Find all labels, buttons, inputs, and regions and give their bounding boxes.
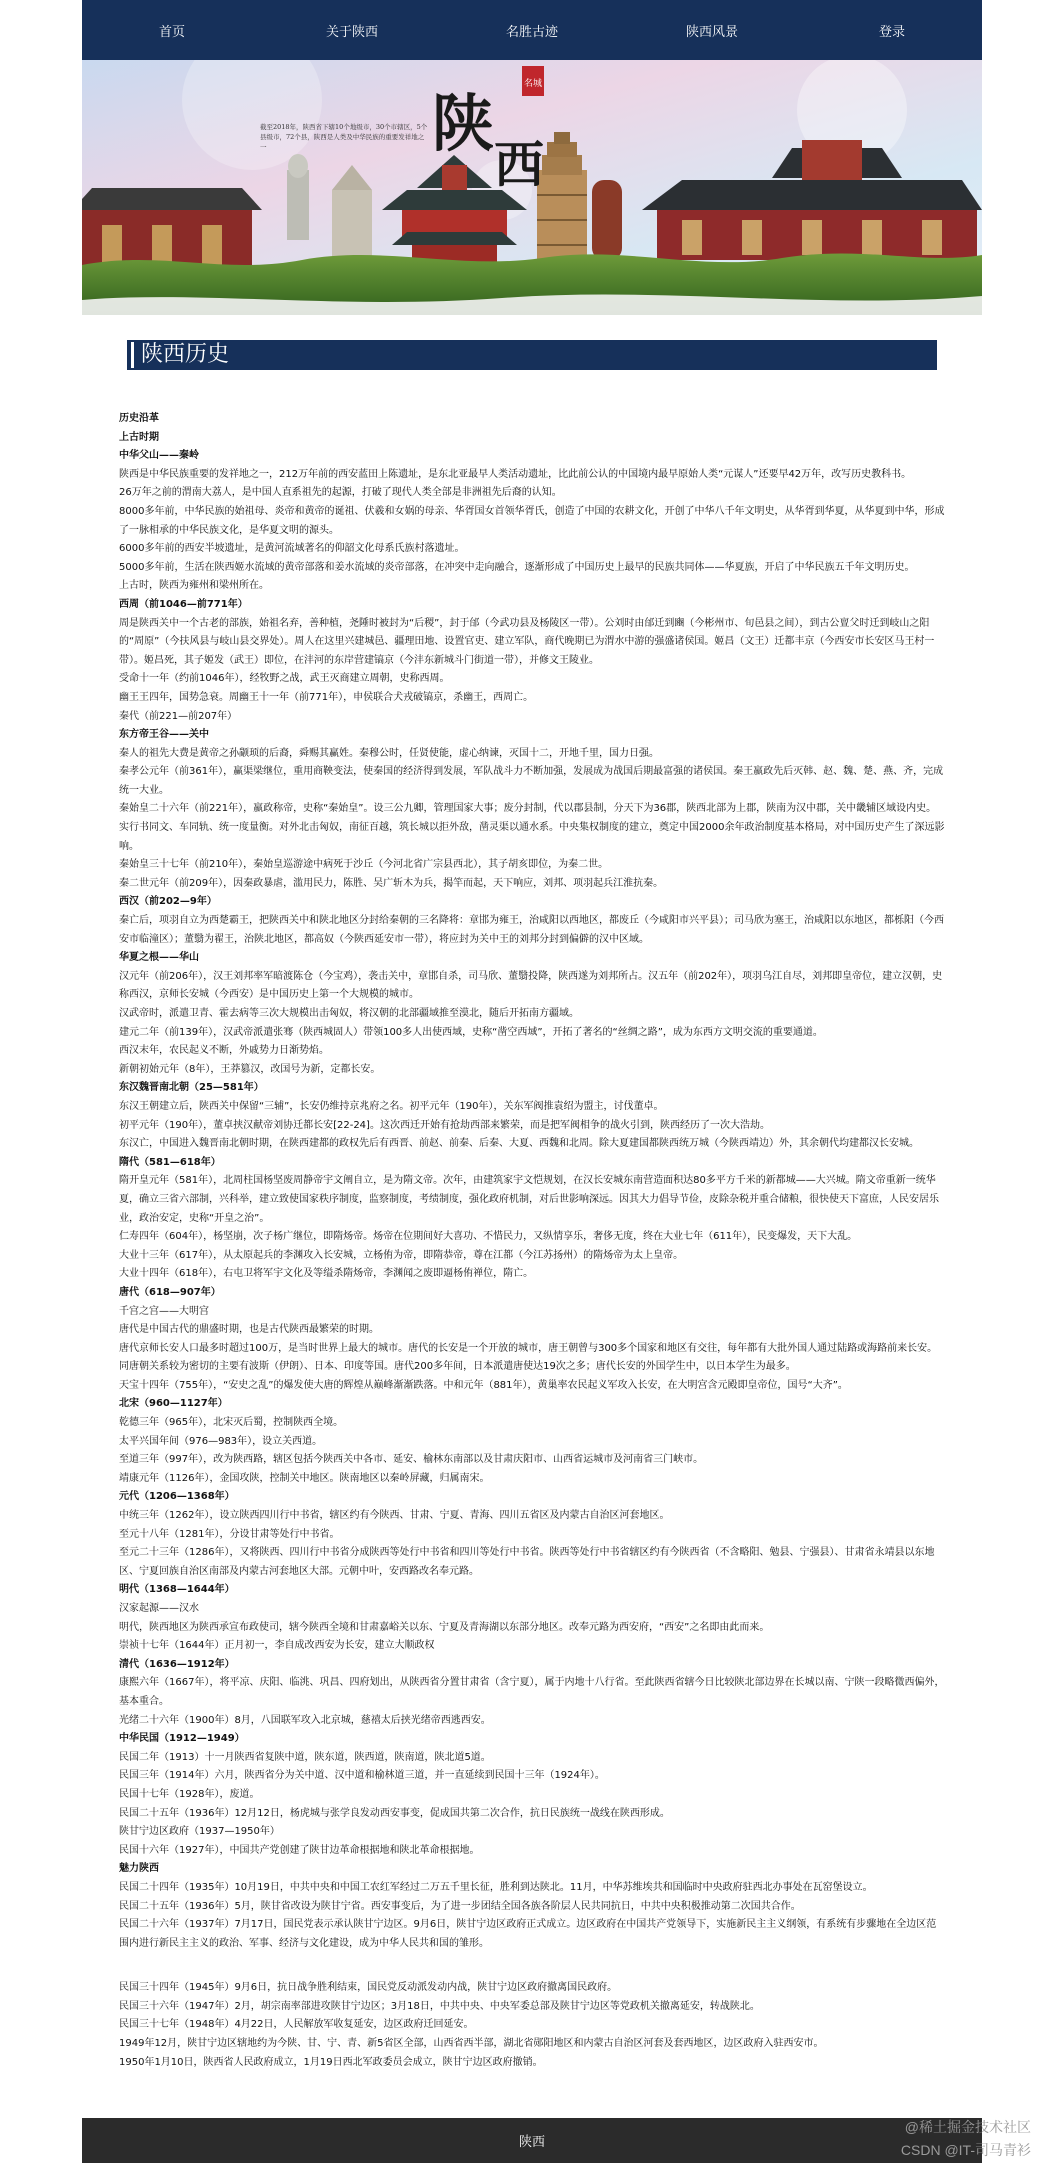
nav-item-about[interactable]: 关于陕西 [325, 24, 378, 40]
footer [82, 2118, 982, 2163]
content-paragraph: 至道三年（997年），改为陕西路，辖区包括今陕西关中各市、延安、榆林东南部以及甘肃庆阳市、山西省运城市及河南省三门峡市。 [119, 1454, 704, 1466]
content-heading: 上古时期 [119, 431, 159, 443]
content-paragraph: 民国三十四年（1945年）9月6日，抗日战争胜利结束，国民党反动派发动内战，陕甘宁边区政府撤离国民政府。 [119, 1982, 618, 1994]
content-heading: 北宋（960—1127年） [119, 1398, 228, 1410]
content-heading: 中华民国（1912—1949） [119, 1733, 245, 1745]
content-paragraph: 大业十三年（617年），从太原起兵的李渊攻入长安城，立杨侑为帝，即隋恭帝，尊在江都（今江苏扬州）的隋炀帝为太上皇帝。 [119, 1249, 684, 1261]
hero-banner [82, 60, 982, 315]
seal-text: 名城 [523, 79, 543, 89]
content-paragraph: 民国三十六年（1947年）2月，胡宗南率部进攻陕甘宁边区；3月18日，中共中央、中央军委总部及陕甘宁边区等党政机关撤离延安，转战陕北。 [119, 2000, 760, 2012]
content-paragraph: 康熙六年（1667年），将平凉、庆阳、临洮、巩昌、四府划出，从陕西省分置甘肃省（含宁夏），属于内地十八行省。至此陕西省辖今日比较陕北部边界在长城以南、宁陕一段略微西偏外，基本重合。 [119, 1677, 945, 1707]
banner-illustration [82, 60, 982, 315]
content-paragraph: 陕西是中华民族重要的发祥地之一，212万年前的西安蓝田上陈遗址，是东北亚最早人类活动遗址，比此前公认的中国境内最早原始人类“元谋人”还要早42万年，改写历史教科书。 [119, 468, 912, 480]
content-paragraph: 幽王王四年，国势急衰。周幽王十一年（前771年），申侯联合犬戎破镐京，杀幽王，西周亡。 [119, 691, 534, 703]
paragraph-gap [119, 1953, 945, 1979]
content-paragraph: 民国二年（1913）十一月陕西省复陕中道，陕东道，陕西道，陕南道，陕北道5道。 [119, 1751, 491, 1763]
content-paragraph: 东汉王朝建立后，陕西关中保留“三辅”，长安仍维持京兆府之名。初平元年（190年），关东军阀推袁绍为盟主，讨伐董卓。 [119, 1100, 664, 1112]
watermark-line-1: @稀土掘金技术社区 [904, 2119, 1031, 2135]
content-heading: 元代（1206—1368年） [119, 1491, 235, 1503]
content-paragraph: 秦代（前221—前207年） [119, 710, 238, 722]
content-paragraph: 受命十一年（约前1046年），经牧野之战，武王灭商建立周朝，史称西周。 [119, 673, 450, 685]
temple-left-illustration [82, 188, 262, 270]
content-paragraph: 1949年12月，陕甘宁边区辖地约为今陕、甘、宁、青、新5省区全部，山西省西半部，湖北省郧阳地区和内蒙古自治区河套及套西地区，边区政府入驻西安市。 [119, 2038, 824, 2050]
content-heading: 西汉（前202—9年） [119, 896, 217, 908]
content-paragraph: 秦始皇二十六年（前221年），嬴政称帝，史称“秦始皇”。设三公九卿，管理国家大事；废分封制，代以郡县制，分天下为36郡，陕西北部为上郡，陕南为汉中郡，关中畿辅区域设内史。实行书同文、车同轨、统一度量衡。对外北击匈奴，南征百越，筑长城以拒外敌，凿灵渠以通水系。中央集权制度的建立，奠定中国2000余年政治制度基本格局，对中国历史产生了深远影响。 [119, 803, 945, 852]
content-paragraph: 周是陕西关中一个古老的部族，始祖名弃，善种植，尧陲时被封为“后稷”，封于邰（今武功县及杨陵区一带）。公刘时由邰迁到豳（今彬州市、旬邑县之间），到古公亶父时迁到岐山之阳的“周原”（今扶风县与岐山县交界处）。周人在这里兴建城邑、疆理田地、设置官吏、建立军队，商代晚期已为渭水中游的强盛诸侯国。姬昌（文王）迁都丰京（今西安市长安区马王村一带）。姬昌死，其子姬发（武王）即位，在沣河的东岸营建镐京（今沣东新城斗门街道一带），并修文王陵业。 [119, 617, 935, 666]
content-paragraph: 西汉末年，农民起义不断，外戚势力日渐势焰。 [119, 1045, 329, 1057]
content-paragraph: 26万年之前的渭南大荔人，是中国人直系祖先的起源，打破了现代人类全部是非洲祖先后裔的认知。 [119, 487, 562, 499]
content-heading: 历史沿革 [119, 413, 159, 424]
content-paragraph: 民国十六年（1927年），中国共产党创建了陕甘边革命根据地和陕北革命根据地。 [119, 1844, 480, 1856]
content-paragraph: 民国二十五年（1936年）5月，陕甘省改设为陕甘宁省。西安事变后，为了进一步团结全国各族各阶层人民共同抗日，中共中央积极推动第二次国共合作。 [119, 1900, 801, 1912]
content-paragraph: 秦人的祖先大费是黄帝之孙颛顼的后裔，舜赐其赢姓。秦穆公时，任贤使能，虚心纳谏，灭国十二，开地千里，国力日强。 [119, 747, 659, 759]
history-content [119, 410, 945, 2072]
title-accent-line [131, 342, 134, 368]
banner-title-char-2: 西 [494, 135, 544, 194]
content-paragraph: 新朝初始元年（8年），王莽篡汉，改国号为新，定都长安。 [119, 1063, 381, 1075]
content-paragraph: 光绪二十六年（1900年）8月，八国联军攻入北京城，慈禧太后挟光绪帝西逃西安。 [119, 1714, 491, 1726]
content-heading: 华夏之根——华山 [119, 952, 199, 964]
content-paragraph: 民国二十四年（1935年）10月19日，中共中央和中国工农红军经过二万五千里长征，胜利到达陕北。11月，中华苏维埃共和国临时中央政府驻西北办事处在瓦窑堡设立。 [119, 1881, 873, 1893]
content-paragraph: 太平兴国年间（976—983年），设立关西道。 [119, 1435, 323, 1447]
content-paragraph: 汉家起源——汉水 [119, 1603, 199, 1614]
content-paragraph: 5000多年前，生活在陕西姬水流域的黄帝部落和姜水流域的炎帝部落，在冲突中走向融合，逐渐形成了中国历史上最早的民族共同体——华夏族，开启了中华民族五千年文明历史。 [119, 561, 915, 573]
content-paragraph: 天宝十四年（755年），“安史之乱”的爆发使大唐的辉煌从巅峰渐渐跌落。中和元年（881年），黄巢率农民起义军攻入长安，在大明宫含元殿即皇帝位，国号“大齐”。 [119, 1379, 848, 1391]
content-paragraph: 明代，陕西地区为陕西承宣布政使司，辖今陕西全境和甘肃嘉峪关以东、宁夏及青海湖以东部分地区。改奉元路为西安府，“西安”之名即由此而来。 [119, 1621, 770, 1633]
content-paragraph: 隋开皇元年（581年），北周柱国杨坚废周静帝宇文阐自立，是为隋文帝。次年，由建筑家宇文恺规划，在汉长安城东南营造面积达80多平方千米的新都城——大兴城。隋文帝重新一统华夏，确立三省六部制，兴科举，建立致使国家秩序制度，监察制度，考绩制度，强化政府机制，对后世影响深远。因其大力倡导节俭，皮除杂税并重合储粮，很快使天下富庶，人民安居乐业，政治安定，史称“开皇之治”。 [119, 1175, 939, 1224]
content-paragraph: 靖康元年（1126年），金国攻陕，控制关中地区。陕南地区以秦岭屏藏，归属南宋。 [119, 1472, 490, 1484]
content-paragraph: 1950年1月10日，陕西省人民政府成立，1月19日西北军政委员会成立，陕甘宁边区政府撤销。 [119, 2056, 543, 2068]
content-paragraph: 唐代京师长安人口最多时超过100万，是当时世界上最大的城市。唐代的长安是一个开放的城市，唐王朝曾与300多个国家和地区有交往，每年都有大批外国人通过陆路或海路前来长安。同唐朝关系较为密切的主要有波斯（伊朗）、日本、印度等国。唐代200多年间，日本派遣唐使达19次之多；唐代长安的外国学生中，以日本学生为最多。 [119, 1342, 938, 1373]
content-paragraph: 民国二十五年（1936年）12月12日，杨虎城与张学良发动西安事变，促成国共第二次合作，抗日民族统一战线在陕西形成。 [119, 1807, 670, 1819]
content-paragraph: 秦亡后，项羽自立为西楚霸王，把陕西关中和陕北地区分封给秦朝的三名降将：章邯为雍王，治咸阳以西地区，都废丘（今咸阳市兴平县）；司马欣为塞王，治咸阳以东地区，都栎阳（今西安市临潼区）；董翳为翟王，治陕北地区，都高奴（今陕西延安市一带），将应封为关中王的刘邦分封到偏僻的汉中区域。 [119, 915, 944, 945]
content-paragraph: 8000多年前，中华民族的始祖母、炎帝和黄帝的诞祖、伏羲和女娲的母亲、华胥国女首领华胥氏，创造了中国的农耕文化，开创了中华八千年文明史，从华胥到华夏，从华夏到中华，形成了一脉相承的中华民族文化，是华夏文明的源头。 [119, 505, 945, 536]
banner-tagline: 截至2018年，陕西省下辖10个地级市，30个市辖区，5个县级市，72个县，陕西是人类及中华民族的重要发祥地之一 [260, 123, 428, 151]
content-paragraph: 大业十四年（618年），右屯卫将军宇文化及等缢杀隋炀帝，李渊闻之废即逼杨侑禅位，隋亡。 [119, 1268, 534, 1280]
content-heading: 魅力陕西 [119, 1863, 159, 1875]
content-paragraph: 东汉亡，中国进入魏晋南北朝时期，在陕西建都的政权先后有西晋、前赵、前秦、后秦、大夏、西魏和北周。除大夏建国都陕西统万城（今陕西靖边）外，其余朝代均建都汉长安城。 [119, 1138, 919, 1150]
watermark-line-2: CSDN @IT-司马青衫 [900, 2142, 1031, 2158]
content-paragraph: 仁寿四年（604年），杨坚崩，次子杨广继位，即隋炀帝。炀帝在位期间好大喜功、不惜民力，又纵情享乐，奢侈无度，终在大业七年（611年），民变爆发，天下大乱。 [119, 1231, 858, 1243]
nav-item-home[interactable]: 首页 [158, 24, 185, 40]
content-paragraph: 秦二世元年（前209年），因秦政暴虐，滥用民力，陈胜、吴广斩木为兵，揭竿而起，天下响应，刘邦、项羽起兵江淮抗秦。 [119, 877, 664, 889]
content-paragraph: 建元二年（前139年），汉武帝派遣张骞（陕西城固人）带领100多人出使西域，史称“凿空西域”，开拓了著名的“丝绸之路”，成为东西方文明交流的重要通道。 [119, 1026, 823, 1038]
content-paragraph: 乾德三年（965年），北宋灭后蜀，控制陕西全境。 [119, 1417, 344, 1429]
content-paragraph: 汉武帝时，派遣卫青、霍去病等三次大规模出击匈奴，将汉朝的北部疆域推至漠北，随后开拓南方疆域。 [119, 1008, 579, 1019]
content-paragraph: 崇祯十七年（1644年）正月初一，李自成改西安为长安，建立大顺政权 [119, 1640, 435, 1652]
content-paragraph: 民国三年（1914年）六月，陕西省分为关中道、汉中道和榆林道三道，并一直延续到民国十三年（1924年）。 [119, 1770, 605, 1782]
content-heading: 中华父山——秦岭 [119, 450, 199, 462]
content-paragraph: 中统三年（1262年），设立陕西四川行中书省，辖区约有今陕西、甘肃、宁夏、青海、四川五省区及内蒙古自治区河套地区。 [119, 1510, 670, 1522]
content-paragraph: 至元二十三年（1286年），又将陕西、四川行中书省分成陕西等处行中书省和四川等处行中书省。陕西等处行中书省辖区约有今陕西省（不含略阳、勉县、宁强县）、甘肃省永靖县以东地区、宁夏回族自治区南部及内蒙古河套地区大部。元朝中叶，安西路改名奉元路。 [119, 1547, 935, 1577]
top-nav [82, 0, 982, 60]
content-paragraph: 秦孝公元年（前361年），赢渠梁继位，重用商鞅变法，使秦国的经济得到发展，军队战斗力不断加强，发展成为战国后期最富强的诸侯国。秦王嬴政先后灭韩、赵、魏、楚、燕、齐，完成统一大业。 [119, 766, 944, 796]
banner-title-char-1: 陕 [432, 87, 495, 160]
content-heading: 唐代（618—907年） [119, 1286, 221, 1298]
banner-tagline-wrap [260, 122, 430, 172]
content-heading: 西周（前1046—前771年） [119, 598, 248, 610]
content-paragraph: 千宫之宫——大明宫 [119, 1305, 209, 1317]
nav-item-sites[interactable]: 名胜古迹 [505, 24, 558, 40]
stone-stele-illustration [592, 180, 622, 260]
content-paragraph: 6000多年前的西安半坡遗址，是黄河流域著名的仰韶文化母系氏族村落遗址。 [119, 543, 465, 555]
content-heading: 明代（1368—1644年） [119, 1584, 235, 1596]
content-heading: 清代（1636—1912年） [119, 1658, 235, 1670]
page-container [82, 0, 982, 2163]
content-heading: 东汉魏晋南北朝（25—581年） [119, 1082, 264, 1094]
nav-item-scenery[interactable]: 陕西风景 [685, 24, 738, 40]
nav-item-login[interactable]: 登录 [878, 24, 905, 40]
content-paragraph: 至元十八年（1281年），分设甘肃等处行中书省。 [119, 1528, 340, 1540]
content-paragraph: 初平元年（190年），董卓挟汉献帝刘协迁都长安[22-24]。这次西迁开始有抢劫西部来繁荣，而是把军阀相争的战火引到，陕西经历了一次大浩劫。 [119, 1119, 770, 1131]
content-paragraph: 上古时，陕西为雍州和梁州所在。 [119, 580, 269, 592]
footer-text: 陕西 [518, 2135, 545, 2150]
content-paragraph: 民国二十六年（1937年）7月17日，国民党表示承认陕甘宁边区。9月6日，陕甘宁边区政府正式成立。边区政府在中国共产党领导下，实施新民主主义纲领，有系统有步骤地在全边区范围内进行新民主主义的政治、军事、经济与文化建设，成为中华人民共和国的雏形。 [119, 1919, 937, 1949]
content-paragraph: 汉元年（前206年），汉王刘邦率军暗渡陈仓（今宝鸡），袭击关中，章邯自杀，司马欣、董翳投降，陕西遂为刘邦所占。汉五年（前202年），项羽乌江自尽，刘邦即皇帝位，建立汉朝，史称西汉，京师长安城（今西安）是中国历史上第一个大规模的城市。 [119, 970, 943, 1001]
content-paragraph: 秦始皇三十七年（前210年），秦始皇巡游途中病死于沙丘（今河北省广宗县西北），其子胡亥即位，为秦二世。 [119, 859, 609, 871]
content-paragraph: 民国三十七年（1948年）4月22日，人民解放军收复延安，边区政府迁回延安。 [119, 2019, 474, 2031]
content-heading: 东方帝王谷——关中 [119, 729, 209, 741]
content-paragraph: 陕甘宁边区政府（1937—1950年） [119, 1826, 280, 1838]
content-paragraph: 唐代是中国古代的鼎盛时期，也是古代陕西最繁荣的时期。 [119, 1324, 379, 1336]
section-title-bar [127, 340, 937, 370]
section-title: 陕西历史 [141, 342, 230, 367]
content-heading: 隋代（581—618年） [119, 1156, 221, 1168]
content-paragraph: 民国十七年（1928年），废道。 [119, 1788, 260, 1800]
